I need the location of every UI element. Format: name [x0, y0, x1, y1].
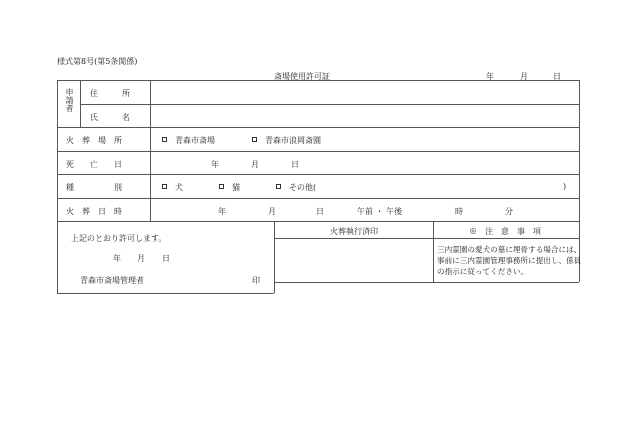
table-line [80, 104, 579, 105]
table-line [57, 221, 579, 222]
notes-label: ※ 注 意 事 項 [469, 227, 541, 236]
address-label: 住 所 [90, 89, 130, 98]
permit-seal: 印 [252, 276, 260, 285]
cremation-datetime-hour: 時 [455, 207, 463, 216]
header-date-day: 日 [553, 72, 561, 81]
form-title: 斎場使用許可証 [274, 72, 330, 81]
table-line [57, 221, 58, 293]
death-date-day: 日 [291, 160, 299, 169]
cremation-datetime-minute: 分 [505, 207, 513, 216]
kind-checkbox-cat[interactable] [219, 184, 224, 189]
death-date-label: 死 亡 日 [66, 160, 122, 169]
cremation-place-option-1: 青森市斎場 [175, 136, 215, 145]
kind-option-other: その他( [289, 183, 317, 192]
form-number: 様式第8号(第5条関係) [57, 57, 138, 66]
death-date-year: 年 [211, 160, 219, 169]
table-line [433, 221, 434, 282]
cremation-place-checkbox-1[interactable] [162, 137, 167, 142]
kind-checkbox-other[interactable] [276, 184, 281, 189]
kind-other-close: ) [563, 182, 567, 191]
table-line [150, 80, 151, 221]
cremation-datetime-month: 月 [268, 207, 276, 216]
table-line [274, 221, 275, 293]
kind-checkbox-dog[interactable] [162, 184, 167, 189]
table-line [274, 238, 579, 239]
name-label: 氏 名 [90, 113, 130, 122]
cremation-place-option-2: 青森市浪岡斎園 [265, 136, 321, 145]
table-line [57, 80, 579, 81]
address-field[interactable] [156, 86, 574, 100]
cremation-datetime-day: 日 [316, 207, 324, 216]
cremation-datetime-ampm: 午前 ・ 午後 [357, 207, 403, 216]
applicant-group-label: 申請者 [65, 88, 74, 112]
table-line [57, 80, 58, 221]
header-date-month: 月 [520, 72, 528, 81]
cremation-datetime-label: 火 葬 日 時 [66, 207, 122, 216]
table-line [57, 151, 579, 152]
permit-statement: 上記のとおり許可します。 [71, 234, 167, 243]
death-date-month: 月 [251, 160, 259, 169]
name-field[interactable] [156, 109, 574, 123]
execution-stamp-label: 火葬執行済印 [330, 227, 378, 236]
permit-date-day: 日 [162, 254, 170, 263]
kind-option-dog: 犬 [175, 183, 183, 192]
cremation-place-checkbox-2[interactable] [252, 137, 257, 142]
execution-stamp-area[interactable] [276, 240, 431, 280]
notes-text: 三内霊園の愛犬の墓に埋骨する場合には、事前に三内霊園管理事務所に提出し、係員の指示に従ってください。 [437, 245, 582, 276]
table-line [57, 174, 579, 175]
permit-issuer: 青森市斎場管理者 [80, 276, 144, 285]
table-line [274, 282, 579, 283]
cremation-datetime-year: 年 [218, 207, 226, 216]
header-date-year: 年 [486, 72, 494, 81]
table-line [57, 127, 579, 128]
kind-label: 種 別 [66, 183, 122, 192]
permit-date-month: 月 [137, 254, 145, 263]
cremation-place-label: 火 葬 場 所 [66, 136, 122, 145]
permit-date-year: 年 [113, 254, 121, 263]
kind-option-cat: 猫 [232, 183, 240, 192]
table-line [57, 293, 274, 294]
table-line [57, 198, 579, 199]
table-line [80, 80, 81, 127]
